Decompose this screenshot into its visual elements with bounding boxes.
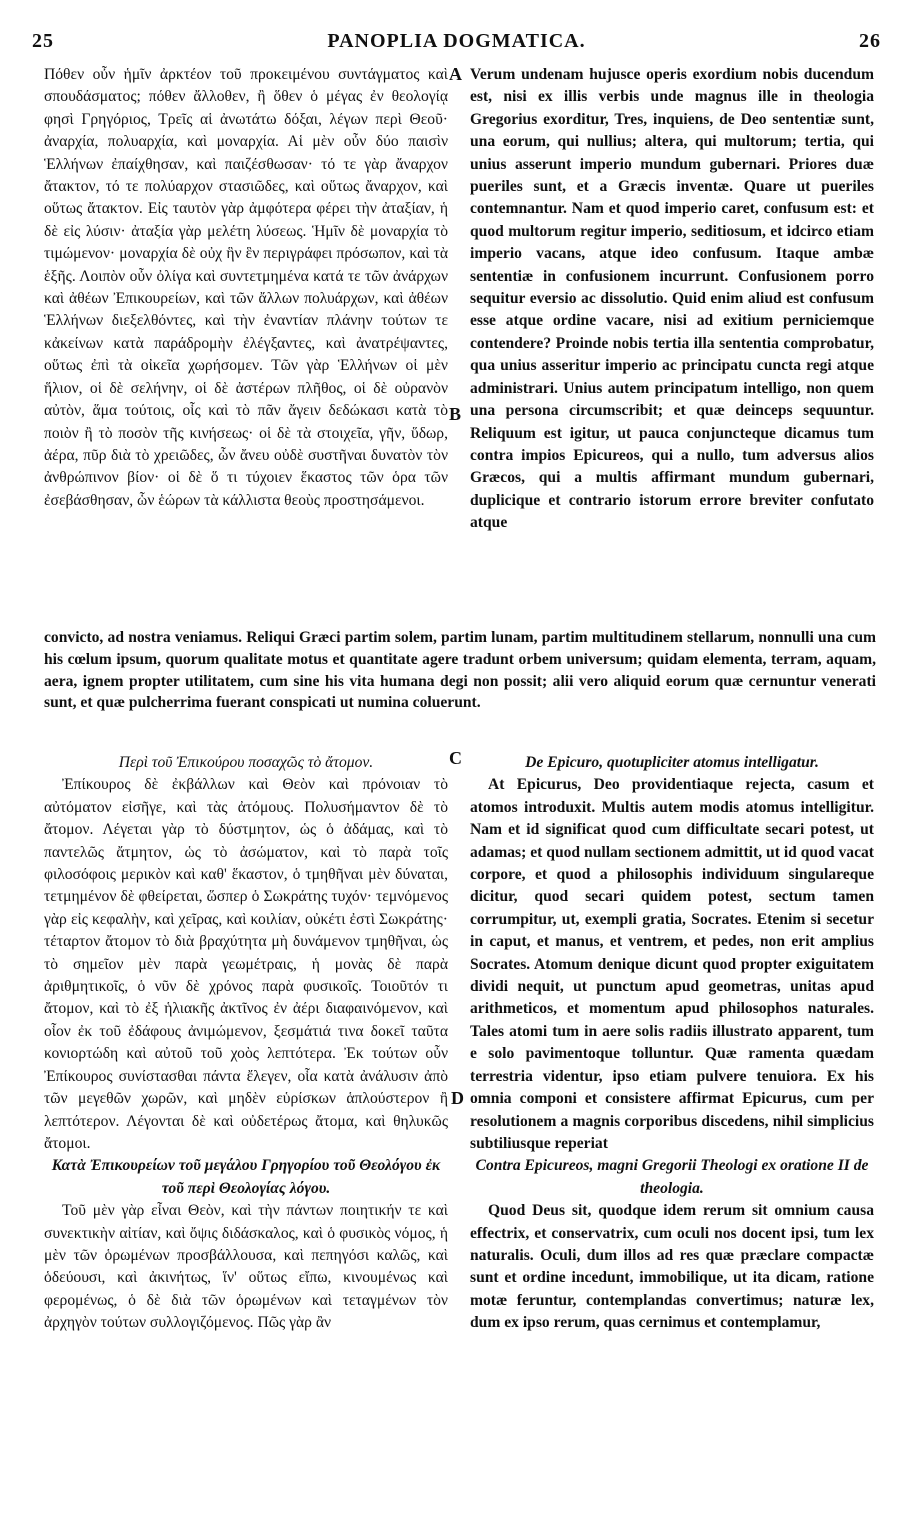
full-width-passage bbox=[44, 627, 876, 714]
greek-paragraph: Πόθεν οὖν ἡμῖν ἀρκτέον τοῦ προκειμένου συντάγματος καὶ σπουδάσματος; πόθεν ἄλλοθεν, ἢ ὅθεν ὁ μέγας ἐν θεολογίᾳ φησὶ Γρηγόριος, Τρεῖς αἱ ἀνωτάτω δόξαι, λέγων περὶ Θεοῦ· ἀναρχία, πολυαρχία, καὶ μοναρχία. Αἱ μὲν οὖν δύο παισὶν Ἑλλήνων ἐπαίχθησαν, καὶ παιζέσθωσαν· τό τε γὰρ ἄναρχον ἄτακτον, τό τε πολύαρχον στασιῶδες, καὶ οὕτως ἄναρχον, καὶ οὕτως ἄτακτον. Εἰς ταυτὸν γὰρ ἀμφότερα φέρει τὴν ἀταξίαν, ἡ δὲ εἰς λύσιν· ἀταξία γὰρ μελέτη λύσεως. Ἡμῖν δὲ μοναρχία τὸ τιμώμενον· μοναρχία δὲ οὐχ ἣν ἓν περιγράφει πρόσωπον, καὶ τὰ ἑξῆς. Λοιπὸν οὖν ὀλίγα καὶ συντετμημένα κατά τε τῶν ἀνάρχων καὶ ἀθέων Ἐπικουρείων, καὶ τῶν ἄλλων πολυάρχων, καὶ ἀθέων Ἑλλήνων διεξελθόντες, καὶ τὴν ἐναντίαν πλάνην τούτων τε κἀκείνων κατὰ παράδρομὴν ἐλέγξαντες, καὶ ἀνατρέψαντες, οὕτως ἐπὶ τὰ οἰκεῖα χωρήσομεν. Τῶν γὰρ Ἑλλήνων οἱ μὲν ἥλιον, οἱ δὲ σελήνην, οἱ δὲ ἀστέρων πλῆθος, οἱ δὲ οὐρανὸν αὐτὸν, ἅμα τούτοις, οἷς καὶ τὸ πᾶν ἄγειν δεδώκασι κατὰ τὸ ποιὸν ἢ τὸ ποσὸν τῆς κινήσεως· οἱ δὲ τὰ στοιχεῖα, γῆν, ὕδωρ, ἀέρα, πῦρ διὰ τὸ χρειῶδες, ὧν ἄνευ οὐδὲ συστῆναι δυνατὸν τὸν ἀνθρώπινον βίον· οἱ δὲ ὅ τι τύχοιεν ἕκαστος τῶν ὁρα τῶν ἐσεβάσθησαν, ὧν ἑώρων τὰ κάλλιστα θεοὺς προστησάμενοι. bbox=[44, 66, 448, 509]
latin-paragraph: Quod Deus sit, quodque idem rerum sit omnium causa effectrix, et conservatrix, cum oculi nos docent ipsi, tum lex naturalis. Oculi, dum illos ad res quæ præclare compactæ sunt et ordine incedunt, immobilique, ut ita dicam, ratione motæ feruntur, contemplandas convertimus; naturæ lex, dum ex ipso rerum, quas cernimus et contemplamur, bbox=[470, 1202, 874, 1332]
greek-column-bottom bbox=[44, 752, 448, 1532]
greek-paragraph: Ἐπίκουρος δὲ ἐκβάλλων καὶ Θεὸν καὶ πρόνοιαν τὸ αὐτόματον εἰσῆγε, καὶ τὰς ἀτόμους. Πολυσήμαντον δὲ τὸ ἄτομον. Λέγεται γὰρ τὸ δύστμητον, ὡς ὁ ἀδάμας, καὶ τὸ παντελῶς ἄτμητον, ὡς τὸ ἀσώματον, καὶ τὸ παρὰ τοῖς φιλοσόφοις μερικὸν καὶ καθ' ἕκαστον, ὁ τμηθῆναι μὲν δύναται, τετμημένον δὲ φθείρεται, ὥσπερ ὁ Σωκράτης τυχόν· τεμνόμενος γὰρ εἰς κεφαλὴν, καὶ χεῖρας, καὶ κοιλίαν, οὐκέτι ἐστὶ Σωκράτης· τέταρτον ἄτομον τὸ διὰ βραχύτητα μὴ δυνάμενον τμηθῆναι, ὡς τὸ σημεῖον μὲν παρὰ γεωμέτραις, ἡ μονὰς δὲ παρὰ ἀριθμητικοῖς, ὁ νῦν δὲ χρόνος παρὰ φυσικοῖς. Τοιοῦτόν τι ἄτομον, καὶ τὸ ἐξ ἡλιακῆς ἀκτῖνος ἐν ἀέρι διαφαινόμενον, καὶ οἷον ἐκ τοῦ ἐδάφους ἀνιμώμενον, ξεσμάτιά τινα δοκεῖ ταῦτα κονιορτώδη καὶ αὐτοῦ τοῦ χοὸς λεπτότερα. Ἐκ τούτων οὖν Ἐπίκουρος συνίστασθαι πάντα ἔλεγεν, οἷα κατὰ ἀνάλυσιν ἀπὸ τῶν μεγεθῶν χωρῶν, καὶ μηδὲν εὑρίσκων ἁπλούστερον ἢ λεπτότερον. Λέγονται δὲ καὶ οὐδετέρως ἄτομα, καὶ θηλυκῶς ἄτομοι. bbox=[44, 776, 448, 1152]
margin-letter-a: A bbox=[449, 64, 462, 84]
latin-heading-gregory: Contra Epicureos, magni Gregorii Theologi ex oratione II de theologia. bbox=[475, 1157, 869, 1197]
margin-letter-c: C bbox=[449, 748, 462, 768]
full-width-paragraph: convicto, ad nostra veniamus. Reliqui Græci partim solem, partim lunam, partim multitudinem stellarum, nonnulli una cum his cœlum ipsum, quorum qualitate motus et quantitate agere tradunt orbem universum; quidam elementa, terram, aquam, aera, ignem propter utilitatem, cum sine his vita humana degi non possit; alii vero aliquid eorum quæ cernuntur venerati sunt, et quæ pulcherrima fuerant conspicati ut numina coluerunt. bbox=[44, 629, 876, 712]
greek-heading-atom: Περὶ τοῦ Ἐπικούρου ποσαχῶς τὸ ἄτομον. bbox=[118, 754, 374, 771]
latin-heading-atom: De Epicuro, quotupliciter atomus intelligatur. bbox=[525, 754, 819, 771]
greek-paragraph: Τοῦ μὲν γὰρ εἶναι Θεὸν, καὶ τὴν πάντων ποιητικήν τε καὶ συνεκτικὴν αἰτίαν, καὶ ὄψις διδάσκαλος, καὶ ὁ φυσικὸς νόμος, ἡ μὲν τῶν ὁρωμένων προσβάλλουσα, καὶ πεπηγόσι καλῶς, καὶ ὁδεύουσι, καὶ ἀκινήτως, ἵν' οὕτως εἴπω, κινουμένως καὶ φερομένως, ὁ δὲ διὰ τῶν ὁρωμένων καὶ τεταγμένων τὸν ἀρχηγὸν τούτων συλλογιζόμενος. Πῶς γὰρ ἂν bbox=[44, 1202, 448, 1332]
greek-heading-gregory: Κατὰ Ἐπικουρείων τοῦ μεγάλου Γρηγορίου τοῦ Θεολόγου ἐκ τοῦ περὶ Θεολογίας λόγου. bbox=[51, 1157, 441, 1197]
page-header bbox=[32, 30, 881, 58]
latin-paragraph: Verum undenam hujusce operis exordium nobis ducendum est, nisi ex illis verbis unde magnus ille in theologia Gregorius exorditur, Tres, inquiens, de Deo sententiæ sunt, una eorum, qui nullius; altera, qui multorum; tertia, qui unius asserunt imperio mundum gubernari. Priores duæ pueriles sunt, et a Græcis inventæ. Quare ut pueriles contemnantur. Nam et quod imperio caret, confusum est: et quod multorum regitur imperio, seditiosum, et idcirco etiam imperio vacans, atque ideo confusum. Itaque ambæ sententiæ in confusionem incurrunt. Confusionem porro sequitur eversio ac dissolutio. Quid enim aliud est confusum esse atque ordine vacare, nisi ad exitium perniciemque contendere? Proinde nobis tertia illa sententia comprobatur, qua unius asseritur imperio ac principatu cuncta regi atque administrari. Unius autem principatum intelligo, non quem una persona circumscribit; et quæ deinceps sequuntur. Reliquum est igitur, ut pauca conjuncteque dicamus tum contra impios Epicureos, qui a nullo, tum adversus alios Græcos, qui a multis affirmant mundum gubernari, duplicique et contrario istorum errore breviter confutato atque bbox=[470, 66, 874, 532]
latin-column-bottom bbox=[470, 752, 874, 1532]
page-number-left: 25 bbox=[32, 30, 54, 52]
page-number-right: 26 bbox=[859, 30, 881, 52]
latin-column-top bbox=[470, 64, 874, 624]
latin-paragraph: At Epicurus, Deo providentiaque rejecta, casum et atomos introduxit. Multis autem modis atomus intelligitur. Nam et id significat quod cum difficultate secari potest, ut adamas; et quod nullam sectionem admittit, ut id quod vacat corpore, et quod a philosophis individuum singulareque dicitur, quod secari quidem potest, sectum tamen corrumpitur, ut, exempli gratia, Socrates. Etenim si secetur in caput, et manus, et ventrem, et pedes, non erit amplius Socrates. Atomum denique dicunt quod propter exiguitatem dividi nequit, ut punctum apud geometras, unitas apud arithmeticos, et momentum apud philosophos naturales. Tales atomi tum in aere solis radiis illustrato apparent, tum e solo pavimentoque tolluntur. Quæ ramenta quædam terrestria videntur, ipso etiam pulvere tenuiora. Ex his omnia componi et consistere affirmat Epicurus, cum per resolutionem a magnis corporibus discedens, nihil simplicius subtiliusque reperiat bbox=[470, 776, 874, 1152]
running-title: PANOPLIA DOGMATICA. bbox=[327, 30, 586, 52]
margin-letter-d: D bbox=[451, 1088, 464, 1108]
margin-letter-b: B bbox=[449, 404, 462, 424]
greek-column-top bbox=[44, 64, 448, 624]
